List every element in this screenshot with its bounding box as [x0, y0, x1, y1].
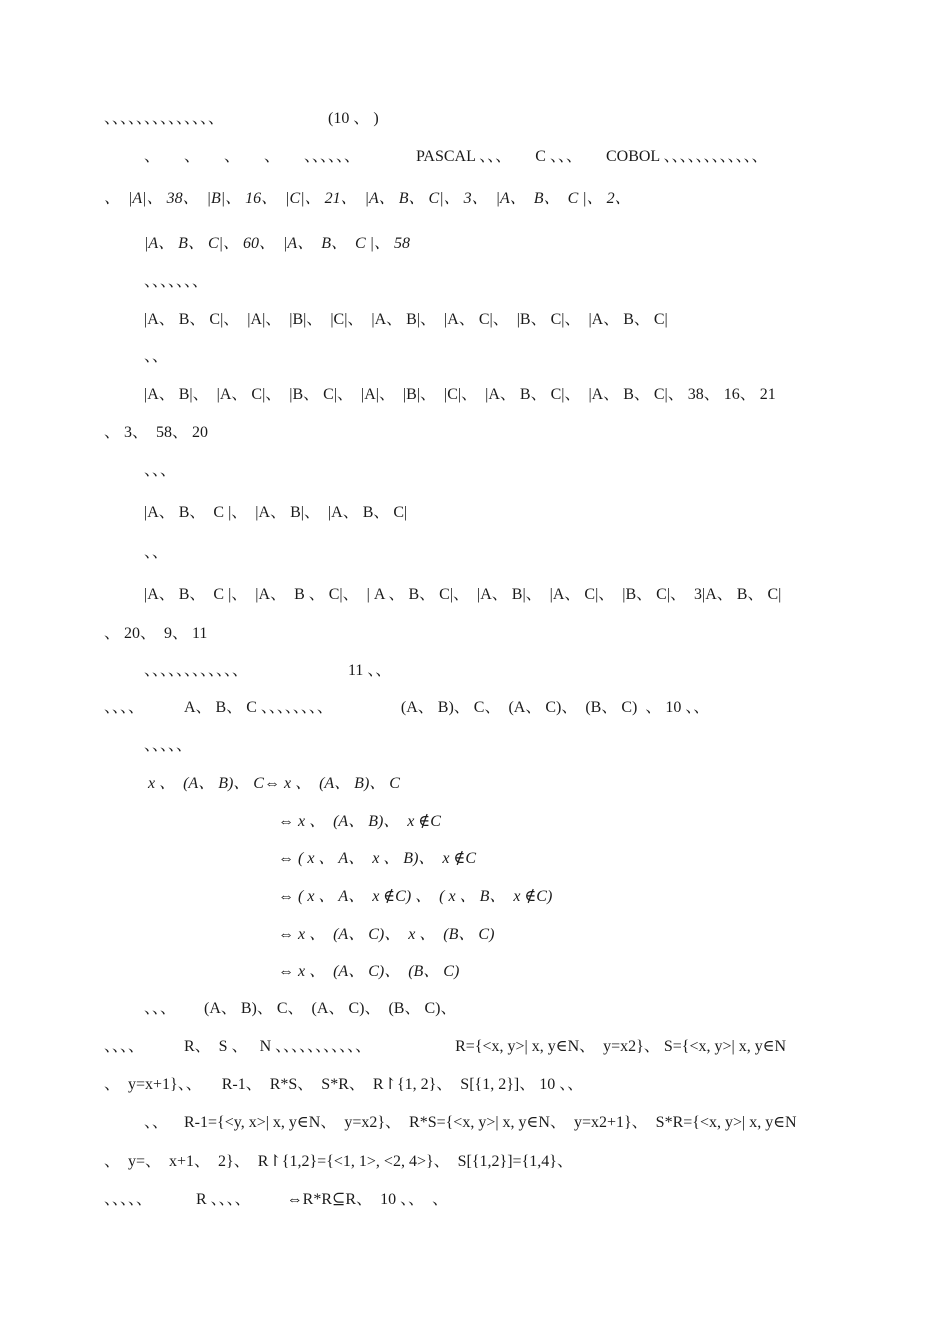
text-line-29: 、、、、、 R 、、、、 ⇔R*R⊆R、 10 、、 、 [104, 1191, 449, 1208]
text-line-16: 、、、、 A、 B、 C 、、、、、、、、 (A、 B)、 C、 (A、 C)、 (B、 C) 、 10 、、 [104, 699, 710, 716]
text-line-13: |A、 B、 C |、 |A、 B 、 C|、 | A 、 B、 C|、 |A、 B|、 |A、 C|、 |B、 C|、 3|A、 B、 C| [144, 586, 782, 603]
text-line-1: 、、、、、、、、、、、、、、 (10 、 ) [104, 110, 379, 127]
text-line-17: 、、、、、 [144, 737, 193, 754]
text-line-26: 、 y=x+1}、、 R-1、 R*S、 S*R、 R↾{1, 2}、 S[{1, 2}]、 10 、、 [104, 1076, 584, 1093]
text-line-23: ⇔ x 、 (A、 C)、 (B、 C) [278, 963, 460, 980]
text-line-7: 、、 [144, 348, 169, 365]
text-line-18: x 、 (A、 B)、 C⇔ x 、 (A、 B)、 C [148, 775, 400, 792]
text-line-27: 、、 R-1={<y, x>| x, y∈N、 y=x2}、 R*S={<x, y>| x, y∈N、 y=x2+1}、 S*R={<x, y>| x, y∈N [144, 1114, 797, 1131]
text-line-9: 、 3、 58、 20 [104, 424, 209, 441]
text-line-10: 、、、 [144, 462, 177, 479]
text-line-14: 、 20、 9、 11 [104, 625, 208, 642]
text-line-15: 、、、、、、、、、、、、 11 、、 [144, 662, 392, 679]
text-line-12: 、、 [144, 544, 169, 561]
text-line-22: ⇔ x 、 (A、 C)、 x 、 (B、 C) [278, 926, 495, 943]
text-line-24: 、、、 (A、 B)、 C、 (A、 C)、 (B、 C)、 [144, 1000, 457, 1017]
text-line-11: |A、 B、 C |、 |A、 B|、 |A、 B、 C| [144, 504, 408, 521]
text-line-2: 、 、 、 、 、、、、、、 PASCAL 、、、 C 、、、 COBOL 、、、、、、、、、、、、 [144, 148, 768, 165]
text-line-5: 、、、、、、、 [144, 273, 209, 290]
text-line-25: 、、、、 R、 S 、 N 、、、、、、、、、、、 R={<x, y>| x, y∈N、 y=x2}、 S={<x, y>| x, y∈N [104, 1038, 787, 1055]
text-line-21: ⇔ ( x 、 A、 x ∉C) 、 ( x 、 B、 x ∉C) [278, 888, 553, 905]
text-line-19: ⇔ x 、 (A、 B)、 x ∉C [278, 813, 441, 830]
text-line-6: |A、 B、 C|、 |A|、 |B|、 |C|、 |A、 B|、 |A、 C|、 |B、 C|、 |A、 B、 C| [144, 311, 668, 328]
text-line-28: 、 y=、 x+1、 2}、 R↾{1,2}={<1, 1>, <2, 4>}、 S[{1,2}]={1,4}、 [104, 1153, 573, 1170]
text-line-8: |A、 B|、 |A、 C|、 |B、 C|、 |A|、 |B|、 |C|、 |A、 B、 C|、 |A、 B、 C|、 38、 16、 21 [144, 386, 776, 403]
text-line-3: 、 |A|、 38、 |B|、 16、 |C|、 21、 |A、 B、 C|、 3、 |A、 B、 C |、 2、 [104, 190, 631, 207]
text-line-20: ⇔ ( x 、 A、 x 、 B)、 x ∉C [278, 850, 477, 867]
text-line-4: |A、 B、 C|、 60、 |A、 B、 C |、 58 [144, 235, 411, 252]
